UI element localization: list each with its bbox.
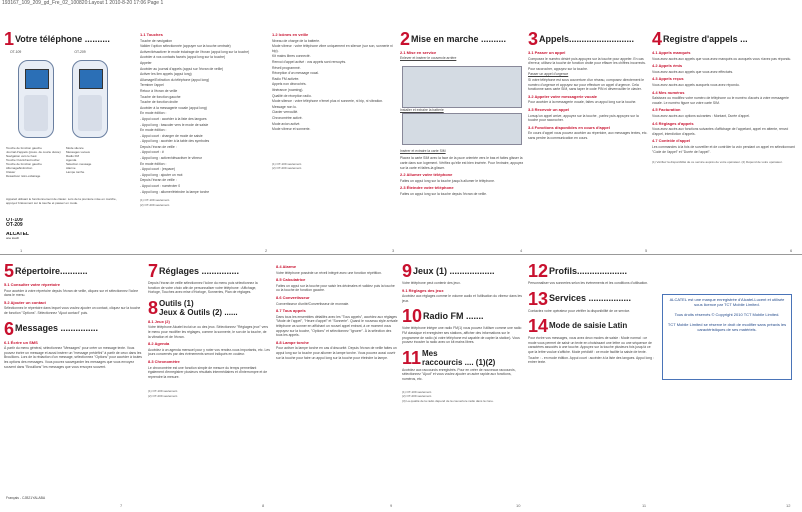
key-description: - Appui long : ajouter un mot	[140, 172, 183, 177]
key-description: Terminer l'appel	[140, 83, 164, 88]
key-description: - Appui court : accéder à la liste des langues	[140, 116, 207, 121]
page-number: 6	[790, 248, 793, 253]
paragraph: Le chronomètre est une fonction simple de mesure du temps permettant également d'enregistrer plusieurs résultats intermédiaires et d'interrompre et de reprendre la mesure.	[148, 365, 268, 379]
chapter-number: 13	[528, 288, 549, 309]
icon-description: Niveau de charge de la batterie.	[272, 38, 321, 43]
section-heading: 9.1 Réglages des jeux	[402, 287, 444, 293]
key-description: Activer/désactiver le mode éclairage de l'écran (appui long sur la touche)	[140, 49, 250, 54]
paragraph: À partir du menu général, sélectionnez "Messages" pour créer un message texte. Vous pouvez écrire un message et aussi insérer un "message prédéfini" à partir de ceux dans les Brouillons. Lors de la rédaction d'un message, sélectionnez "Options" pour accéder à toutes les options des messages. Vous pouvez sauvegarder les messages que vous envoyez souvent dans "Brouillons" les messages que vous envoyez souvent.	[4, 346, 142, 369]
paragraph: Convertisseur d'unité/Convertisseur de monnaie.	[276, 301, 350, 306]
page-number: 2	[265, 248, 268, 253]
section-heading: 5.2 Ajouter un contact	[4, 299, 46, 305]
key-description: - Appui court : (espace)	[140, 167, 176, 172]
copyright-box: ALCATEL est une marque enregistrée d'Alcatel-Lucent et utilisée sous licence par TCT Mobile Limited. Tous droits réservés © Copyright 2010 TCT Mobile Limited. TCT Mobile Limited se réserve le droit de modifier sans préavis les caractéristiques de ses matériels.	[662, 294, 792, 380]
icon-description: Mode vibreur et sonnerie.	[272, 127, 311, 132]
page-2	[140, 30, 268, 252]
legend-right	[66, 146, 122, 196]
chapter-title: Votre téléphone ..........	[14, 33, 110, 44]
legend-item: Lampe torche	[66, 170, 85, 174]
section-heading: 3.2 Appeler votre messagerie vocale	[528, 93, 597, 99]
paragraph: Accédez à un agenda mensuel pour y noter vos rendez-vous importants, etc. Les jours concernés par des événements seront indiqués en couleur.	[148, 347, 270, 357]
paragraph: Dans tous les ensembles détaillés avec les "Tous appels", accédez aux réglages "Mode de l'appel", "Heure d'appel" et "Sonnerie". Quand le nouveau style arrivale téléphone va sonner en affichant un nouvel appel entrant, à ce moment vous appuyez sur la touche, "Options" et sélectionnez "Ignorer". À la sélection des tous les appels.	[276, 314, 398, 338]
section-heading: 4.4 Mes numéros	[652, 89, 685, 95]
key-description: - Appui court : #	[140, 150, 164, 155]
subsection-heading: Installer et extraire la batterie	[400, 108, 444, 113]
section-heading: 6.1 Écrire un SMS	[4, 339, 38, 345]
section-heading: 4.3 Appels reçus	[652, 76, 684, 82]
paragraph: Votre téléphone possède un réveil intégré avec une fonction répétition.	[276, 270, 382, 275]
paragraph: Accédez aux raccourcis enregistrés. Pour en créer de nouveaux raccourcis, sélectionnez "Ajout" et vous voulez ajouter un autre rapide aux fonctions, numéros, etc.	[402, 367, 516, 381]
phone-screen	[25, 69, 49, 89]
chapter-number: 5	[4, 262, 15, 281]
model-label: OT-209	[74, 50, 86, 54]
page-7	[4, 262, 142, 497]
section-heading: 8.7 Tous appels	[276, 308, 306, 314]
chapter-title: Radio FM .......	[422, 311, 484, 322]
subsection-heading: Passer un appel d'urgence	[528, 72, 569, 77]
page-number: 10	[516, 503, 521, 508]
chapter-number: 9	[402, 262, 413, 281]
page-8	[148, 262, 270, 497]
paragraph: Vous avez accès aux appels que vous avez manqués ou auxquels vous n'avez pas répondu.	[652, 56, 792, 61]
back-cover-illustration	[402, 66, 522, 108]
section-heading: 3.3 Recevoir un appel	[528, 106, 570, 112]
legend-item: Alarme	[66, 166, 76, 170]
section-heading: 1.2 Icônes en veille	[272, 32, 309, 37]
icon-description: Réveil programmé.	[272, 65, 301, 70]
footnote: (3) La qualité de la radio dépend de la couverture radio dans la zone.	[402, 398, 494, 403]
icon-description: Réception d'un message vocal.	[272, 71, 320, 76]
section-heading: 5.1 Consulter votre répertoire	[4, 282, 61, 287]
section-heading: 4.7 Contrôle d'appel	[652, 138, 691, 144]
paragraph: Faites un appui long sur la touche jusqu'à allumer le téléphone.	[400, 178, 495, 183]
key-description: - Appui long : allumer/éteindre la lampe torche	[140, 189, 210, 194]
legend-item: Sélection message	[66, 162, 92, 166]
page-number: 9	[390, 503, 393, 508]
section-heading: 8.1 Jeux (2)	[148, 318, 170, 324]
page-number: 8	[262, 503, 265, 508]
page-number: 7	[120, 503, 123, 508]
footnote: (1) OT-109 seulement.	[272, 161, 303, 166]
paragraph: Votre téléphone Alcatel inclut un ou des jeux. Sélectionnez "Réglages jeux" vers le menu pour modifier les réglages, comme la sonnerie, le son de la touche, de la vibration et de l'écran.	[148, 325, 269, 339]
section-heading: 3.4 Fonctions disponibles en cours d'appel	[528, 124, 610, 130]
paragraph: Composez le numéro désiré puis appuyez sur la touche pour appeler. En cas d'erreur, utilisez la touche de fonction droite pour effacer les chiffres incorrects.	[528, 56, 646, 66]
key-description: Touche de fonction gauche	[140, 94, 181, 99]
page-footer: Français - CJB21YALABA	[6, 496, 46, 500]
paragraph: Votre téléphone intègre une radio FM(1) vous pouvez l'utiliser comme une radio FM classique et enregistrer ses stations, afficher des informations sur le programme de radio (si votre téléphone est capable de capter la station). Vous pouvez écouter la radio avec un kit mains libres.	[402, 326, 522, 345]
phone-keypad	[24, 95, 48, 131]
icon-description: Kit mains libres connecté.	[272, 54, 311, 59]
key-description: Depuis l'écran de veille :	[140, 178, 177, 183]
key-description: En mode édition :	[140, 161, 167, 166]
paragraph: En cours d'appel vous pouvez accéder au répertoire, aux messages textes, etc. sans perdre la communication en cours.	[528, 131, 648, 140]
paragraph: Saisissez ou modifiez votre numéro de téléphone ou le numéro d'accès à votre messagerie vocale. Le numéro figure sur votre carte SIM.	[652, 96, 789, 105]
page-number: 4	[520, 248, 523, 253]
model-brand: OT-109 OT-209	[6, 218, 23, 228]
icon-description: Chronomètre activé.	[272, 115, 303, 120]
paragraph: Pour raccrocher, appuyez sur la touche.	[528, 66, 588, 71]
paragraph: Les commandes à la fois de surveiller et de contrôler la voix pendant un appel en sélectionnant "Code de l'appel" et "Durée de l'appel".	[652, 144, 795, 154]
key-description: Allumage/Extinction du téléphone (appui long)	[140, 77, 210, 82]
page-10	[402, 262, 524, 497]
icon-description: Mode silence : votre téléphone n'émet plus ni sonnerie, ni bip, ni vibration.	[272, 99, 384, 104]
chapter-title: Profils....................	[548, 265, 628, 276]
page-11	[528, 262, 656, 497]
legend-item: Journal d'appels (press. de courte durée)	[6, 150, 61, 154]
section-heading: 4.5 Facturation	[652, 107, 681, 113]
chapter-title: Mise en marche ..........	[410, 33, 507, 44]
page-number: 12	[786, 503, 791, 508]
paragraph: Si votre téléphone est sous couverture d'un réseau, composez directement le numéro d'urgence et appuyez sur pour effectuer un appel d'urgence. Cela fonctionne sans carte SIM, sans taper le code PIN ni déverrouiller le clavier.	[528, 77, 644, 92]
footnote: (1) OT-109 seulement.	[148, 389, 179, 394]
chapter-number: 2	[400, 30, 411, 49]
key-description: Accéder à la messagerie vocale (appui long)	[140, 105, 207, 110]
alcatel-logo	[6, 232, 46, 242]
key-description: Valider l'option sélectionnée (appuyer sur la touche centrale)	[140, 44, 231, 49]
paragraph: Personnaliser vos sonneries selon les événements et les conditions d'utilisation.	[528, 281, 649, 285]
chapter-number: 1	[4, 30, 15, 49]
phone-illustration-ot109	[18, 60, 54, 138]
section-heading: 8.2 Agenda	[148, 341, 170, 347]
chapter-number: 8	[148, 297, 159, 318]
chapter-title: Répertoire...........	[14, 265, 88, 276]
key-description: Appeler	[140, 60, 152, 65]
legend-item: Radio FM	[66, 154, 80, 158]
call-log-sections	[652, 51, 798, 154]
footnote: (1) Vérifiez la disponibilité de ce service auprès de votre opérateur. (2) Dépend de votre opérateur.	[652, 160, 783, 165]
chapter-title: Mode de saisie Latin	[548, 320, 628, 330]
chapter-number: 7	[148, 262, 159, 281]
chapter-title: Registre d'appels ...	[662, 33, 748, 44]
page-number: 1	[20, 248, 23, 253]
chapter-title: Appels..........................	[538, 33, 634, 44]
paragraph: Lorsqu'un appel arrive, appuyez sur la touche , parlez puis appuyez sur la touche pour raccrocher.	[528, 113, 639, 123]
keys-list	[140, 39, 268, 195]
paragraph: Vous avez accès aux fonctions suivantes d'affichage de l'appelant, appel en attente, renvoi d'appel, interdiction d'appels.	[652, 127, 789, 136]
subsection-heading: Insérer et extraire la carte SIM	[400, 148, 446, 153]
legend-item: Touche Ouvrir/raccrocher	[6, 158, 40, 162]
section-heading: 8.5 Calculatrice	[276, 277, 306, 283]
icon-description: Itinérance (roaming).	[272, 87, 304, 92]
page-5	[528, 30, 648, 252]
icon-description: Renvoi d'appel activé : vos appels sont renvoyés.	[272, 59, 347, 64]
paragraph: Faites un appui long sur la touche depuis l'écran de veille.	[400, 191, 487, 196]
section-heading: 3.1 Passer un appel	[528, 50, 566, 55]
section-heading: 4.6 Réglages d'appels	[652, 120, 694, 126]
chapter-title: Services .................	[548, 293, 632, 304]
key-description: Accéder au journal d'appels (appui sur l'écran de veille)	[140, 66, 224, 71]
chapter-title: Jeux (1) ..................	[412, 265, 495, 276]
key-description: Touche de navigation	[140, 38, 173, 43]
power-note: Appareil utilisant le fonctionnement de clavier. Lors de la première mise en marche, appuyez brièvement sur la touche et passez en mode.	[6, 198, 117, 205]
icon-description: Clavier verrouillé.	[272, 110, 299, 115]
section-heading: 8.3 Chronomètre	[148, 358, 180, 364]
key-description: - Appui court : changer de mode de saisie	[140, 133, 203, 138]
key-description: - Appui long : accéder à la table des symboles	[140, 139, 210, 144]
chapter-title: Mes raccourcis .... (1)(2)	[421, 348, 496, 367]
paragraph: Faites un appui sur la touche pour saisir les décimales et validez puis la touche ou la touche de fonction gauche.	[276, 283, 395, 293]
legend-item: Touche de fonction gauche	[6, 162, 42, 166]
paragraph: Vous avez accès aux options suivantes : Montant, Durée d'appel.	[652, 113, 750, 118]
paragraph: Accédez aux réglages comme le volume audio et l'utilisation du vibreur dans les jeux.	[402, 294, 522, 303]
chapter-number: 6	[4, 318, 15, 339]
icons-list	[272, 39, 396, 132]
footnote: (2) OT-209 seulement.	[272, 166, 303, 171]
paragraph: Pour accéder à votre répertoire depuis l'écran de veille, cliquez sur et sélectionnez l'icône dans le menu.	[4, 288, 139, 298]
section-heading: 4.2 Appels émis	[652, 63, 683, 69]
legend-item: Touche de fonction gauche	[6, 146, 42, 150]
key-description: Accéder à vos contacts favoris (appui long sur la touche)	[140, 55, 226, 60]
key-description: - Appui long : basculer vers le mode de saisie	[140, 122, 209, 127]
subsection-heading: Enlever et insérer le couvercle arrière	[400, 55, 457, 60]
paragraph: Sélectionnez le répertoire dans lequel vous voulez ajouter un contact, cliquez sur la touche de fonction "Options". Sélectionnez "Ajout contact" puis.	[4, 306, 141, 315]
legend-left	[6, 146, 62, 196]
paragraph: Depuis l'écran de veille sélectionnez l'icône du menu puis sélectionnez la fonction de votre choix afin de personnaliser votre téléphone : Affichage, Horloge, Touches avec mise d'Horloge, Sonneries, Plan de réglages.	[148, 281, 258, 295]
key-description: Depuis l'écran de veille :	[140, 144, 177, 149]
page-6	[652, 30, 798, 252]
icon-description: Mode vibreur : votre téléphone vibre uniquement en silence (sur son, sonnerie ni bip).	[272, 44, 393, 53]
paragraph: Touche : - en mode édition. Appui court : accéder à la liste des langues. Appui long : entrer texte.	[528, 355, 654, 365]
paragraph: Placez la carte SIM avec la face de la puce orientée vers le bas et faites glisser la carte dans son logement. Vérifiez qu'elle est bien insérée. Pour l'extraire, appuyez sur la carte et faites-la glisser.	[400, 156, 524, 170]
key-description: - Appui long : activer/désactiver le vibreur	[140, 156, 203, 161]
legend-item: Clavier	[6, 170, 16, 174]
legend-item: Désactiver rétro-éclairage	[6, 174, 41, 178]
key-description: En mode édition :	[140, 128, 167, 133]
model-label: OT-109	[10, 50, 22, 54]
page-9	[276, 262, 398, 497]
footnote: (2) OT-209 seulement.	[148, 393, 179, 398]
section-heading: 2.2 Allumer votre téléphone	[400, 172, 453, 178]
footnote: (1) OT-109 seulement.	[140, 198, 171, 203]
chapter-number: 10	[402, 306, 423, 327]
paragraph: Pour accéder à la messagerie vocale, faites un appui long sur la touche.	[528, 100, 637, 105]
paragraph: Pour écrire vos messages, vous avez deux modes de saisie : Mode normal : ce mode vous permet de saisir un texte en choisissant une lettre ou une séquence de caractères associés à une touche. Appuyez sur la touche plusieurs fois jusqu'à ce que la lettre voulue s'affiche. Mode prédictif : ce mode facilite la saisie de texte.	[528, 336, 652, 354]
key-description: En mode édition :	[140, 111, 167, 116]
section-heading: 8.8 Lampe torche	[276, 339, 309, 345]
icon-description: Radio FM activée.	[272, 76, 300, 81]
section-heading: 8.4 Alarme	[276, 264, 297, 269]
section-heading: 1.1 Touches	[140, 32, 163, 37]
legend-item: Agenda	[66, 158, 77, 162]
icon-description: Appels non décrochés.	[272, 82, 307, 87]
print-header: 193167_109_209_gd_Fre_02_100820:Layout 1 2010-8-20 17:06 Page 1	[2, 0, 164, 6]
phone-illustration-ot209	[72, 60, 108, 138]
section-heading: 2.3 Éteindre votre téléphone	[400, 185, 454, 191]
paragraph: Pour activer la lampe torche en cas d'obscurité. Depuis l'écran de veille faites un appui long sur la touche pour allumer la lampe torche. Vous pouvez aussi ouvrir sur la touche pour faire un appui long sur la touche pour éteindre la lampe.	[276, 346, 397, 360]
legend-item: Messages vocaux	[66, 150, 91, 154]
section-heading: 8.6 Convertisseur	[276, 294, 310, 300]
legend-item: Allumage/Extinction	[6, 166, 33, 170]
paragraph: Vous avez accès aux appels auxquels vous avez répondu.	[652, 82, 740, 87]
icon-description: Qualité de réception radio.	[272, 93, 312, 98]
legend-item: Navigation vers le haut	[6, 154, 37, 158]
paragraph: Votre téléphone peut contenir des jeux.	[402, 281, 461, 285]
icon-description: Message non lu.	[272, 104, 297, 109]
chapter-number: 12	[528, 262, 549, 281]
key-description: Retour à l'écran de veille	[140, 88, 178, 93]
chapter-number: 3	[528, 30, 539, 49]
chapter-title: Outils (1) Jeux & Outils (2) ......	[158, 298, 238, 317]
section-heading: 4.1 Appels manqués	[652, 50, 691, 55]
chapter-title: Messages ...............	[14, 323, 99, 334]
footnote: (2) OT-209 seulement.	[140, 202, 171, 207]
page-number: 3	[392, 248, 395, 253]
paragraph: Contactez votre opérateur pour vérifier la disponibilité de ce service.	[528, 308, 631, 313]
key-description: - Appui court : numéroter 0	[140, 184, 181, 189]
battery-illustration	[402, 113, 522, 145]
key-description: Activer les lien appels (appui long)	[140, 72, 192, 77]
footnote: (2) OT-209 seulement.	[402, 394, 433, 399]
chapter-title: Réglages ...............	[158, 265, 239, 276]
legend-item: Mode silence	[66, 146, 84, 150]
paragraph: Vous avez accès aux appels que vous avez effectués.	[652, 69, 734, 74]
chapter-number: 14	[528, 316, 549, 337]
section-heading: 2.1 Mise en service	[400, 50, 437, 55]
page-number: 11	[642, 503, 647, 508]
phone-screen	[79, 69, 103, 89]
footnote: (1) OT-109 seulement.	[402, 389, 433, 394]
page-3	[272, 30, 396, 252]
key-description: Touche de fonction droite	[140, 100, 178, 105]
page-number: 5	[645, 248, 648, 253]
logo-text: ALCATEL	[6, 232, 29, 237]
chapter-number: 4	[652, 30, 663, 49]
chapter-number: 11	[402, 347, 422, 368]
logo-subtext: one touch	[6, 236, 20, 240]
icon-description: Mode avion activé.	[272, 121, 301, 126]
phone-keypad	[78, 95, 102, 131]
